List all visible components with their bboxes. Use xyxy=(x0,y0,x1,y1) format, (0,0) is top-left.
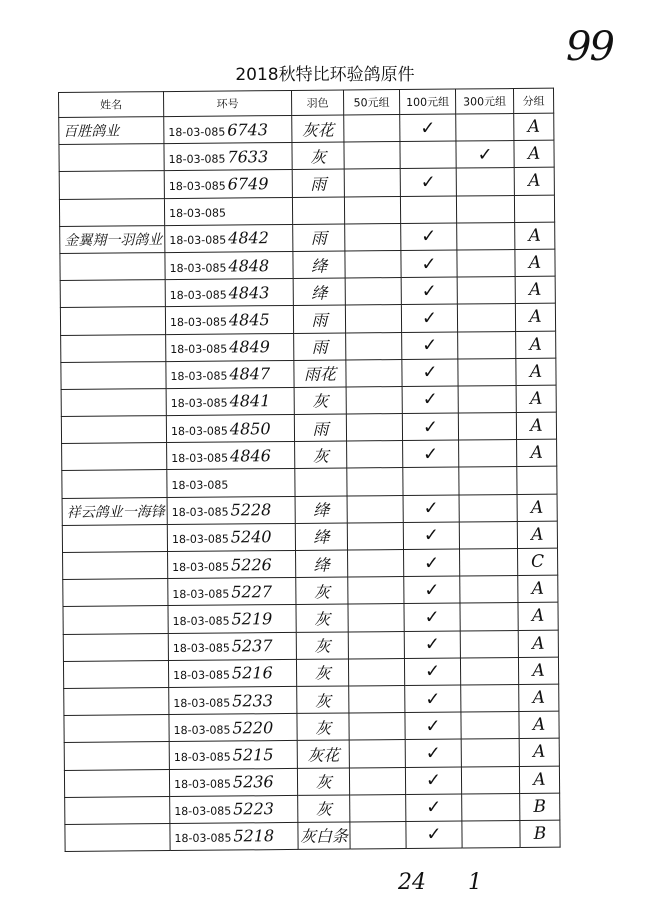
group-100-cell: ✓ xyxy=(402,413,458,441)
group-50-cell xyxy=(346,359,402,387)
table-row xyxy=(59,168,554,200)
ring-prefix: 18-03-085 xyxy=(173,777,232,792)
group-class-cell: A xyxy=(519,711,559,739)
ring-suffix: 5219 xyxy=(231,609,273,629)
owner-name-cell xyxy=(60,280,165,308)
ring-number-cell xyxy=(164,197,292,225)
ring-suffix: 4849 xyxy=(229,337,270,357)
group-class-cell: A xyxy=(514,168,554,196)
owner-name-cell xyxy=(64,687,169,715)
ring-prefix: 18-03-085 xyxy=(170,424,228,438)
table-row xyxy=(59,113,554,145)
group-100-cell: ✓ xyxy=(402,332,458,360)
ring-suffix: 5227 xyxy=(231,581,273,602)
group-100-cell: ✓ xyxy=(404,658,460,686)
group-300-cell xyxy=(461,712,519,740)
ring-prefix: 18-03-085 xyxy=(168,152,226,166)
ring-number-cell xyxy=(165,224,293,252)
ring-number-cell xyxy=(165,306,293,334)
ring-suffix: 4850 xyxy=(229,418,271,439)
table-row xyxy=(61,358,556,390)
feather-color-cell: 雨 xyxy=(294,414,346,442)
header-100-group: 100元组 xyxy=(399,89,455,114)
table-row xyxy=(61,412,556,444)
group-50-cell xyxy=(345,223,401,251)
group-class-cell: A xyxy=(519,684,559,712)
ring-number-cell xyxy=(168,550,296,578)
feather-color-cell: 绛 xyxy=(293,251,345,279)
feather-color-cell: 灰 xyxy=(296,632,348,660)
group-300-cell xyxy=(462,793,520,821)
group-50-cell xyxy=(348,631,404,659)
group-class-cell: A xyxy=(516,385,556,413)
group-50-cell xyxy=(347,522,403,550)
ring-prefix: 18-03-085 xyxy=(171,532,229,547)
ring-suffix: 5228 xyxy=(230,500,272,520)
table-row xyxy=(63,575,558,607)
feather-color-cell: 灰 xyxy=(297,686,349,714)
ring-prefix: 18-03-085 xyxy=(172,560,230,574)
owner-name-cell xyxy=(60,307,165,335)
group-100-cell xyxy=(400,196,456,224)
owner-name-cell xyxy=(62,443,167,471)
group-class-cell: A xyxy=(516,358,556,386)
group-class-cell: A xyxy=(517,439,557,467)
group-class-cell: A xyxy=(519,738,559,766)
ring-prefix: 18-03-085 xyxy=(173,696,231,710)
ring-number-cell xyxy=(166,415,294,443)
ring-prefix: 18-03-085 xyxy=(170,369,228,384)
ring-suffix: 5220 xyxy=(232,717,274,738)
ring-prefix: 18-03-085 xyxy=(171,451,229,465)
group-300-cell xyxy=(460,603,518,631)
owner-name: 百胜鸽业 xyxy=(63,123,120,140)
ring-suffix: 4847 xyxy=(229,364,271,384)
table-row xyxy=(62,521,557,553)
owner-name-cell xyxy=(62,470,167,498)
owner-name-cell xyxy=(63,552,168,580)
owner-name-cell xyxy=(64,769,169,797)
group-50-cell xyxy=(346,332,402,360)
owner-name-cell xyxy=(62,524,167,552)
group-50-cell xyxy=(344,169,400,197)
ring-number-cell xyxy=(168,605,296,633)
ring-suffix: 5233 xyxy=(232,690,274,711)
ring-number-cell xyxy=(169,741,297,769)
table-row xyxy=(62,467,557,499)
table-row xyxy=(63,630,558,662)
group-100-cell: ✓ xyxy=(401,250,457,278)
group-100-cell: ✓ xyxy=(405,712,461,740)
owner-name-cell xyxy=(61,334,166,362)
ring-number-cell xyxy=(169,714,297,742)
table-row xyxy=(64,684,559,716)
table-row xyxy=(64,766,559,798)
group-50-cell xyxy=(350,821,406,849)
group-class-cell: A xyxy=(515,303,555,331)
ring-number-cell xyxy=(167,442,295,470)
feather-color-cell: 雨 xyxy=(292,169,344,197)
table-row xyxy=(65,793,560,825)
ring-number-cell xyxy=(165,251,293,279)
ring-number-cell xyxy=(164,143,292,171)
ring-prefix: 18-03-085 xyxy=(170,342,228,357)
bottom-extra-note: 1 xyxy=(468,870,482,895)
group-class-cell: A xyxy=(518,630,558,658)
group-50-cell xyxy=(349,740,405,768)
ring-number-cell xyxy=(169,768,297,796)
ring-prefix: 18-03-085 xyxy=(172,614,230,628)
owner-name-cell xyxy=(61,388,166,416)
owner-name-cell xyxy=(64,742,169,770)
group-100-cell: ✓ xyxy=(406,821,462,849)
ring-prefix: 18-03-085 xyxy=(173,750,231,764)
group-50-cell xyxy=(350,794,406,822)
group-50-cell xyxy=(346,386,402,414)
owner-name-cell xyxy=(59,198,164,226)
ring-suffix: 5236 xyxy=(232,772,274,792)
owner-name-cell xyxy=(65,796,170,824)
group-100-cell: ✓ xyxy=(405,767,461,795)
group-class-cell xyxy=(514,195,554,223)
pigeon-inspection-table xyxy=(58,88,561,852)
ring-prefix: 18-03-085 xyxy=(172,641,230,656)
group-class-cell: A xyxy=(516,412,556,440)
owner-name-cell xyxy=(64,715,169,743)
group-300-cell xyxy=(458,358,516,386)
owner-name-cell xyxy=(59,144,164,172)
feather-color-cell: 灰 xyxy=(296,604,348,632)
ring-number-cell xyxy=(168,632,296,660)
feather-color-cell xyxy=(292,197,344,225)
feather-color-cell: 灰 xyxy=(292,142,344,170)
group-class-cell: A xyxy=(514,140,554,168)
ring-suffix: 4843 xyxy=(228,282,270,303)
feather-color-cell: 灰花 xyxy=(292,115,344,143)
owner-name: 祥云鸽业一海锋 xyxy=(66,503,165,521)
ring-number-cell xyxy=(165,279,293,307)
group-300-cell xyxy=(457,249,515,277)
group-100-cell: ✓ xyxy=(406,794,462,822)
ring-number-cell xyxy=(164,115,292,143)
group-300-cell xyxy=(460,549,518,577)
table-row xyxy=(62,439,557,471)
group-50-cell xyxy=(348,604,404,632)
group-300-cell xyxy=(459,440,517,468)
ring-prefix: 18-03-085 xyxy=(170,397,228,411)
ring-prefix: 18-03-085 xyxy=(171,505,229,520)
header-ring: 环号 xyxy=(164,90,292,116)
group-100-cell xyxy=(403,467,459,495)
feather-color-cell: 雨花 xyxy=(294,360,346,388)
group-300-cell xyxy=(459,521,517,549)
group-class-cell: A xyxy=(518,575,558,603)
ring-prefix: 18-03-085 xyxy=(169,233,227,248)
feather-color-cell xyxy=(295,468,347,496)
group-50-cell xyxy=(348,577,404,605)
group-300-cell xyxy=(459,494,517,522)
group-300-cell xyxy=(458,385,516,413)
ring-suffix: 4846 xyxy=(230,446,271,466)
feather-color-cell: 绛 xyxy=(295,523,347,551)
owner-name-cell xyxy=(63,633,168,661)
feather-color-cell: 绛 xyxy=(293,278,345,306)
ring-prefix: 18-03-085 xyxy=(169,261,227,275)
table-row xyxy=(62,494,557,526)
group-class-cell: A xyxy=(515,249,555,277)
ring-suffix: 5223 xyxy=(233,799,275,819)
feather-color-cell: 雨 xyxy=(293,305,345,333)
ring-suffix: 5226 xyxy=(230,554,272,575)
group-50-cell xyxy=(347,495,403,523)
group-100-cell: ✓ xyxy=(404,603,460,631)
table-row xyxy=(59,195,554,227)
ring-number-cell xyxy=(168,659,296,687)
table-row xyxy=(60,249,555,281)
ring-suffix: 6743 xyxy=(227,119,269,140)
group-50-cell xyxy=(345,278,401,306)
ring-prefix: 18-03-085 xyxy=(173,668,231,683)
ring-prefix: 18-03-085 xyxy=(169,206,227,221)
group-100-cell: ✓ xyxy=(404,576,460,604)
group-100-cell xyxy=(400,141,456,169)
ring-suffix: 5237 xyxy=(231,636,273,656)
feather-color-cell: 灰 xyxy=(296,659,348,687)
group-50-cell xyxy=(347,441,403,469)
ring-suffix: 4842 xyxy=(228,228,270,248)
feather-color-cell: 雨 xyxy=(293,224,345,252)
group-100-cell: ✓ xyxy=(405,685,461,713)
ring-suffix: 4841 xyxy=(229,391,271,411)
table-row xyxy=(63,657,558,689)
sheet-title: 2018秋特比环验鸽原件 xyxy=(235,65,415,85)
owner-name-cell xyxy=(65,823,170,851)
group-50-cell xyxy=(346,414,402,442)
header-300-group: 300元组 xyxy=(455,89,513,115)
header-color: 羽色 xyxy=(291,90,343,115)
table-row xyxy=(61,331,556,363)
ring-number-cell xyxy=(170,795,298,823)
ring-prefix: 18-03-085 xyxy=(169,288,227,302)
group-300-cell xyxy=(461,684,519,712)
group-100-cell: ✓ xyxy=(404,631,460,659)
owner-name-cell xyxy=(62,497,167,525)
group-50-cell xyxy=(349,685,405,713)
group-300-cell xyxy=(458,331,516,359)
group-100-cell: ✓ xyxy=(401,277,457,305)
group-class-cell: A xyxy=(518,657,558,685)
group-50-cell xyxy=(345,305,401,333)
group-class-cell: C xyxy=(518,548,558,576)
group-50-cell xyxy=(344,115,400,143)
table-row xyxy=(60,276,555,308)
group-50-cell xyxy=(348,550,404,578)
ring-suffix: 5216 xyxy=(231,663,273,683)
group-100-cell: ✓ xyxy=(403,522,459,550)
ring-suffix: 5215 xyxy=(232,745,274,765)
bottom-count-note: 24 xyxy=(398,870,426,895)
table-row xyxy=(60,303,555,335)
owner-name-cell xyxy=(63,579,168,607)
group-50-cell xyxy=(348,658,404,686)
ring-prefix: 18-03-085 xyxy=(174,831,232,846)
owner-name-cell xyxy=(59,171,164,199)
header-50-group: 50元组 xyxy=(343,90,399,115)
table-row xyxy=(63,548,558,580)
ring-prefix: 18-03-085 xyxy=(174,804,232,819)
table-row xyxy=(65,820,560,852)
group-300-cell xyxy=(459,467,517,495)
page-number: 99 xyxy=(566,24,613,70)
ring-number-cell xyxy=(166,360,294,388)
owner-name-cell xyxy=(61,416,166,444)
ring-suffix: 5218 xyxy=(233,826,275,846)
ring-number-cell xyxy=(170,822,298,850)
group-300-cell xyxy=(457,277,515,305)
feather-color-cell: 绛 xyxy=(295,496,347,524)
group-300-cell xyxy=(456,114,514,142)
group-100-cell: ✓ xyxy=(405,739,461,767)
ring-number-cell xyxy=(167,496,295,524)
group-class-cell: A xyxy=(514,113,554,141)
group-300-cell xyxy=(461,766,519,794)
ring-suffix: 7633 xyxy=(227,146,269,167)
group-300-cell xyxy=(460,576,518,604)
group-100-cell: ✓ xyxy=(402,386,458,414)
header-group: 分组 xyxy=(513,88,553,113)
ring-number-cell xyxy=(166,387,294,415)
group-50-cell xyxy=(349,713,405,741)
ring-number-cell xyxy=(167,469,295,497)
owner-name-cell xyxy=(61,361,166,389)
group-class-cell: A xyxy=(518,603,558,631)
ring-prefix: 18-03-085 xyxy=(169,315,228,329)
group-100-cell: ✓ xyxy=(403,440,459,468)
ring-suffix: 4845 xyxy=(228,310,270,330)
group-100-cell: ✓ xyxy=(402,359,458,387)
ring-prefix: 18-03-085 xyxy=(173,723,231,737)
feather-color-cell: 灰 xyxy=(298,795,350,823)
feather-color-cell: 灰 xyxy=(295,441,347,469)
group-100-cell: ✓ xyxy=(401,223,457,251)
table-row xyxy=(61,385,556,417)
feather-color-cell: 灰白条 xyxy=(298,822,350,850)
table-row xyxy=(63,603,558,635)
ring-prefix: 18-03-085 xyxy=(168,179,226,194)
ring-suffix: 5240 xyxy=(230,527,272,547)
owner-name: 金翼翔一羽鸽业 xyxy=(64,231,163,249)
group-100-cell: ✓ xyxy=(401,304,457,332)
group-300-cell xyxy=(462,820,520,848)
group-class-cell: A xyxy=(517,494,557,522)
group-100-cell: ✓ xyxy=(404,549,460,577)
ring-number-cell xyxy=(167,523,295,551)
ring-number-cell xyxy=(166,333,294,361)
owner-name-cell xyxy=(59,117,164,145)
table-row xyxy=(64,711,559,743)
group-class-cell: A xyxy=(517,521,557,549)
feather-color-cell: 灰 xyxy=(296,577,348,605)
table-row xyxy=(60,222,555,254)
ring-number-cell xyxy=(164,170,292,198)
group-50-cell xyxy=(345,250,401,278)
group-50-cell xyxy=(349,767,405,795)
group-50-cell xyxy=(344,196,400,224)
table-row xyxy=(64,738,559,770)
group-50-cell xyxy=(347,468,403,496)
feather-color-cell: 灰花 xyxy=(297,740,349,768)
feather-color-cell: 灰 xyxy=(297,713,349,741)
owner-name-cell xyxy=(60,253,165,281)
group-50-cell xyxy=(344,142,400,170)
owner-name-cell xyxy=(60,225,165,253)
ring-number-cell xyxy=(168,578,296,606)
group-100-cell: ✓ xyxy=(400,114,456,142)
feather-color-cell: 绛 xyxy=(296,550,348,578)
ring-prefix: 18-03-085 xyxy=(171,478,229,493)
group-300-cell xyxy=(456,195,514,223)
group-class-cell: B xyxy=(520,793,560,821)
group-300-cell xyxy=(461,739,519,767)
group-class-cell: A xyxy=(516,331,556,359)
ring-prefix: 18-03-085 xyxy=(168,125,226,139)
ring-suffix: 4848 xyxy=(228,255,270,276)
ring-prefix: 18-03-085 xyxy=(172,587,230,601)
feather-color-cell: 灰 xyxy=(297,767,349,795)
feather-color-cell: 灰 xyxy=(294,387,346,415)
group-300-cell xyxy=(460,657,518,685)
owner-name-cell xyxy=(63,606,168,634)
group-300-cell xyxy=(457,304,515,332)
ring-suffix: 6749 xyxy=(227,174,269,194)
ring-number-cell xyxy=(169,686,297,714)
group-class-cell: B xyxy=(520,820,560,848)
group-class-cell: A xyxy=(515,222,555,250)
owner-name-cell xyxy=(63,660,168,688)
header-name: 姓名 xyxy=(59,92,164,118)
group-100-cell: ✓ xyxy=(403,495,459,523)
group-class-cell: A xyxy=(519,766,559,794)
feather-color-cell: 雨 xyxy=(294,332,346,360)
group-class-cell xyxy=(517,467,557,495)
group-300-cell xyxy=(457,222,515,250)
group-300-cell xyxy=(460,630,518,658)
group-300-cell: ✓ xyxy=(456,141,514,169)
group-100-cell: ✓ xyxy=(400,168,456,196)
group-300-cell xyxy=(456,168,514,196)
group-class-cell: A xyxy=(515,276,555,304)
group-300-cell xyxy=(458,413,516,441)
table-row xyxy=(59,140,554,172)
